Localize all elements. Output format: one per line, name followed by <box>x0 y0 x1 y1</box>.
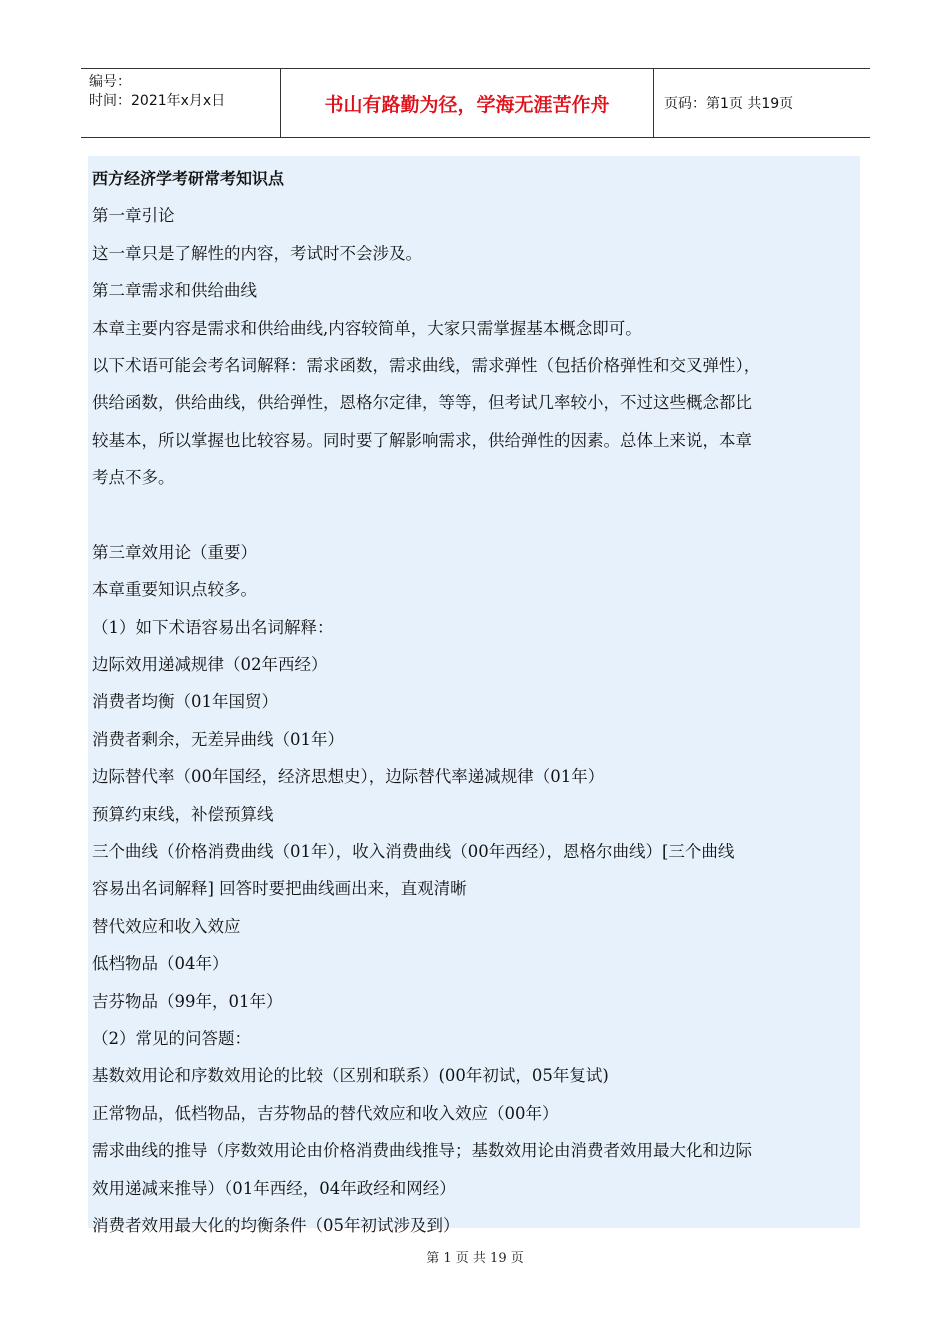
text-line <box>92 497 860 534</box>
text-line: 这一章只是了解性的内容，考试时不会涉及。 <box>92 243 422 263</box>
text-line: 需求曲线的推导（序数效用论由价格消费曲线推导；基数效用论由消费者效用最大化和边际 <box>92 1141 752 1161</box>
text-line: 预算约束线，补偿预算线 <box>92 804 274 824</box>
text-line: 消费者均衡（01年国贸） <box>92 692 278 712</box>
page-header <box>81 68 870 138</box>
document-number-label: 编号： <box>89 74 131 90</box>
text-line: 边际替代率（00年国经，经济思想史），边际替代率递减规律（01年） <box>92 767 605 787</box>
text-line: 容易出名词解释] 回答时要把曲线画出来，直观清晰 <box>92 879 467 899</box>
text-line: 正常物品，低档物品，吉芬物品的替代效应和收入效应（00年） <box>92 1103 559 1123</box>
text-line: 本章重要知识点较多。 <box>92 580 257 600</box>
text-line: 低档物品（04年） <box>92 954 229 974</box>
text-line: 第一章引论 <box>92 206 175 226</box>
text-line: 以下术语可能会考名词解释：需求函数，需求曲线，需求弹性（包括价格弹性和交叉弹性）， <box>92 355 761 375</box>
document-title: 西方经济学考研常考知识点 <box>92 169 285 188</box>
text-line: 替代效应和收入效应 <box>92 916 241 936</box>
text-line: 本章主要内容是需求和供给曲线,内容较简单，大家只需掌握基本概念即可。 <box>92 318 642 338</box>
document-date-label: 时间：2021年x月x日 <box>89 93 226 109</box>
text-line: 考点不多。 <box>92 468 175 488</box>
document-body <box>88 156 860 1235</box>
text-line: 三个曲线（价格消费曲线（01年），收入消费曲线（00年西经），恩格尔曲线）[三个曲线 <box>92 842 735 862</box>
text-line: 基数效用论和序数效用论的比较（区别和联系）(00年初试，05年复试) <box>92 1066 609 1086</box>
text-line: 消费者剩余，无差异曲线（01年） <box>92 729 344 749</box>
text-line: （2）常见的问答题： <box>92 1028 251 1048</box>
header-meta <box>81 69 281 137</box>
text-line: 消费者效用最大化的均衡条件（05年初试涉及到） <box>92 1215 460 1235</box>
text-line: 较基本，所以掌握也比较容易。同时要了解影响需求，供给弹性的因素。总体上来说，本章 <box>92 430 752 450</box>
text-line: （1）如下术语容易出名词解释： <box>92 617 334 637</box>
text-line: 边际效用递减规律（02年西经） <box>92 655 328 675</box>
header-page-info: 页码：第1页 共19页 <box>664 96 794 112</box>
header-motto: 书山有路勤为径，学海无涯苦作舟 <box>281 69 654 137</box>
page-footer: 第 1 页 共 19 页 <box>426 1251 524 1266</box>
text-line: 第二章需求和供给曲线 <box>92 281 257 301</box>
text-line: 吉芬物品（99年，01年） <box>92 991 283 1011</box>
text-line: 第三章效用论（重要） <box>92 542 257 562</box>
text-line: 供给函数，供给曲线，供给弹性，恩格尔定律，等等，但考试几率较小，不过这些概念都比 <box>92 393 752 413</box>
text-line: 效用递减来推导）（01年西经，04年政经和网经） <box>92 1178 456 1198</box>
